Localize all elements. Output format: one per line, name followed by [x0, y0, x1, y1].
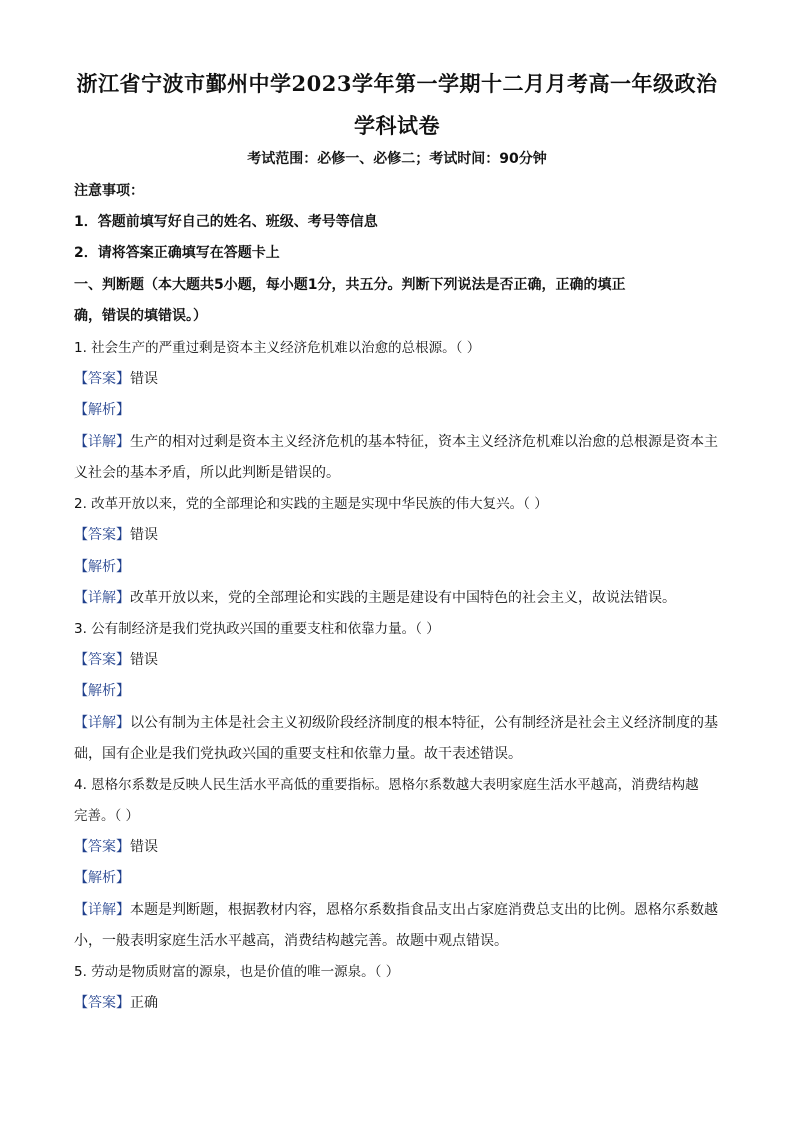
- detail-label: 【详解】: [74, 434, 130, 450]
- detail-label: 【详解】: [74, 715, 130, 731]
- question-2-stem: 2. 改革开放以来，党的全部理论和实践的主题是实现中华民族的伟大复兴。（ ）: [74, 496, 548, 512]
- question-4-detail-line1: [74, 900, 724, 920]
- detail-text: 生产的相对过剩是资本主义经济危机的基本特征，资本主义经济危机难以治愈的总根源是资本主: [130, 434, 718, 450]
- question-1-detail-line1: [74, 432, 724, 452]
- answer-label: 【答案】: [74, 527, 130, 543]
- answer-label: 【答案】: [74, 371, 130, 387]
- detail-text: 本题是判断题，根据教材内容，恩格尔系数指食品支出占家庭消费总支出的比例。恩格尔系数越: [130, 902, 718, 918]
- section-heading-line2: 确，错误的填错误。）: [74, 308, 207, 324]
- answer-label: 【答案】: [74, 839, 130, 855]
- notice-heading: 注意事项：: [74, 183, 144, 199]
- notice-item-2: 2．请将答案正确填写在答题卡上: [74, 245, 280, 261]
- detail-label: 【详解】: [74, 590, 130, 606]
- question-2-analysis-label: 【解析】: [74, 559, 130, 575]
- question-4-detail-line2: 小，一般表明家庭生活水平越高，消费结构越完善。故题中观点错误。: [74, 933, 508, 949]
- answer-value: 错误: [130, 652, 158, 668]
- question-3-analysis-label: 【解析】: [74, 683, 130, 699]
- exam-title-line1: 浙江省宁波市鄞州中学2023学年第一学期十二月月考高一年级政治: [76, 71, 718, 96]
- question-2-detail-line1: [74, 588, 724, 608]
- answer-label: 【答案】: [74, 652, 130, 668]
- question-2-answer: [74, 525, 724, 545]
- exam-title-line2: 学科试卷: [354, 113, 440, 138]
- question-3-answer: [74, 650, 724, 670]
- question-1-analysis-label: 【解析】: [74, 402, 130, 418]
- question-3-stem: 3. 公有制经济是我们党执政兴国的重要支柱和依靠力量。（ ）: [74, 621, 440, 637]
- notice-item-1: 1．答题前填写好自己的姓名、班级、考号等信息: [74, 214, 378, 230]
- question-4-analysis-label: 【解析】: [74, 870, 130, 886]
- section-heading-line1: 一、判断题（本大题共5小题，每小题1分，共五分。判断下列说法是否正确，正确的填正: [74, 277, 626, 293]
- answer-value: 正确: [130, 995, 158, 1011]
- question-4-answer: [74, 837, 724, 857]
- question-5-answer: [74, 993, 724, 1013]
- detail-text: 以公有制为主体是社会主义初级阶段经济制度的根本特征，公有制经济是社会主义经济制度的基: [130, 715, 718, 731]
- detail-text: 改革开放以来，党的全部理论和实践的主题是建设有中国特色的社会主义，故说法错误。: [130, 590, 676, 606]
- answer-label: 【答案】: [74, 995, 130, 1011]
- question-3-detail-line1: [74, 713, 724, 733]
- question-4-stem-line1: 4. 恩格尔系数是反映人民生活水平高低的重要指标。恩格尔系数越大表明家庭生活水平越高，消费结构越: [74, 777, 699, 793]
- exam-info: 考试范围：必修一、必修二；考试时间：90分钟: [247, 151, 547, 167]
- answer-value: 错误: [130, 527, 158, 543]
- question-1-detail-line2: 义社会的基本矛盾，所以此判断是错误的。: [74, 465, 340, 481]
- question-4-stem-line2: 完善。（ ）: [74, 808, 140, 824]
- answer-value: 错误: [130, 839, 158, 855]
- answer-value: 错误: [130, 371, 158, 387]
- question-1-stem: 1. 社会生产的严重过剩是资本主义经济危机难以治愈的总根源。（ ）: [74, 340, 481, 356]
- question-1-answer: [74, 369, 724, 389]
- detail-label: 【详解】: [74, 902, 130, 918]
- question-5-stem: 5. 劳动是物质财富的源泉，也是价值的唯一源泉。（ ）: [74, 964, 400, 980]
- question-3-detail-line2: 础，国有企业是我们党执政兴国的重要支柱和依靠力量。故干表述错误。: [74, 746, 522, 762]
